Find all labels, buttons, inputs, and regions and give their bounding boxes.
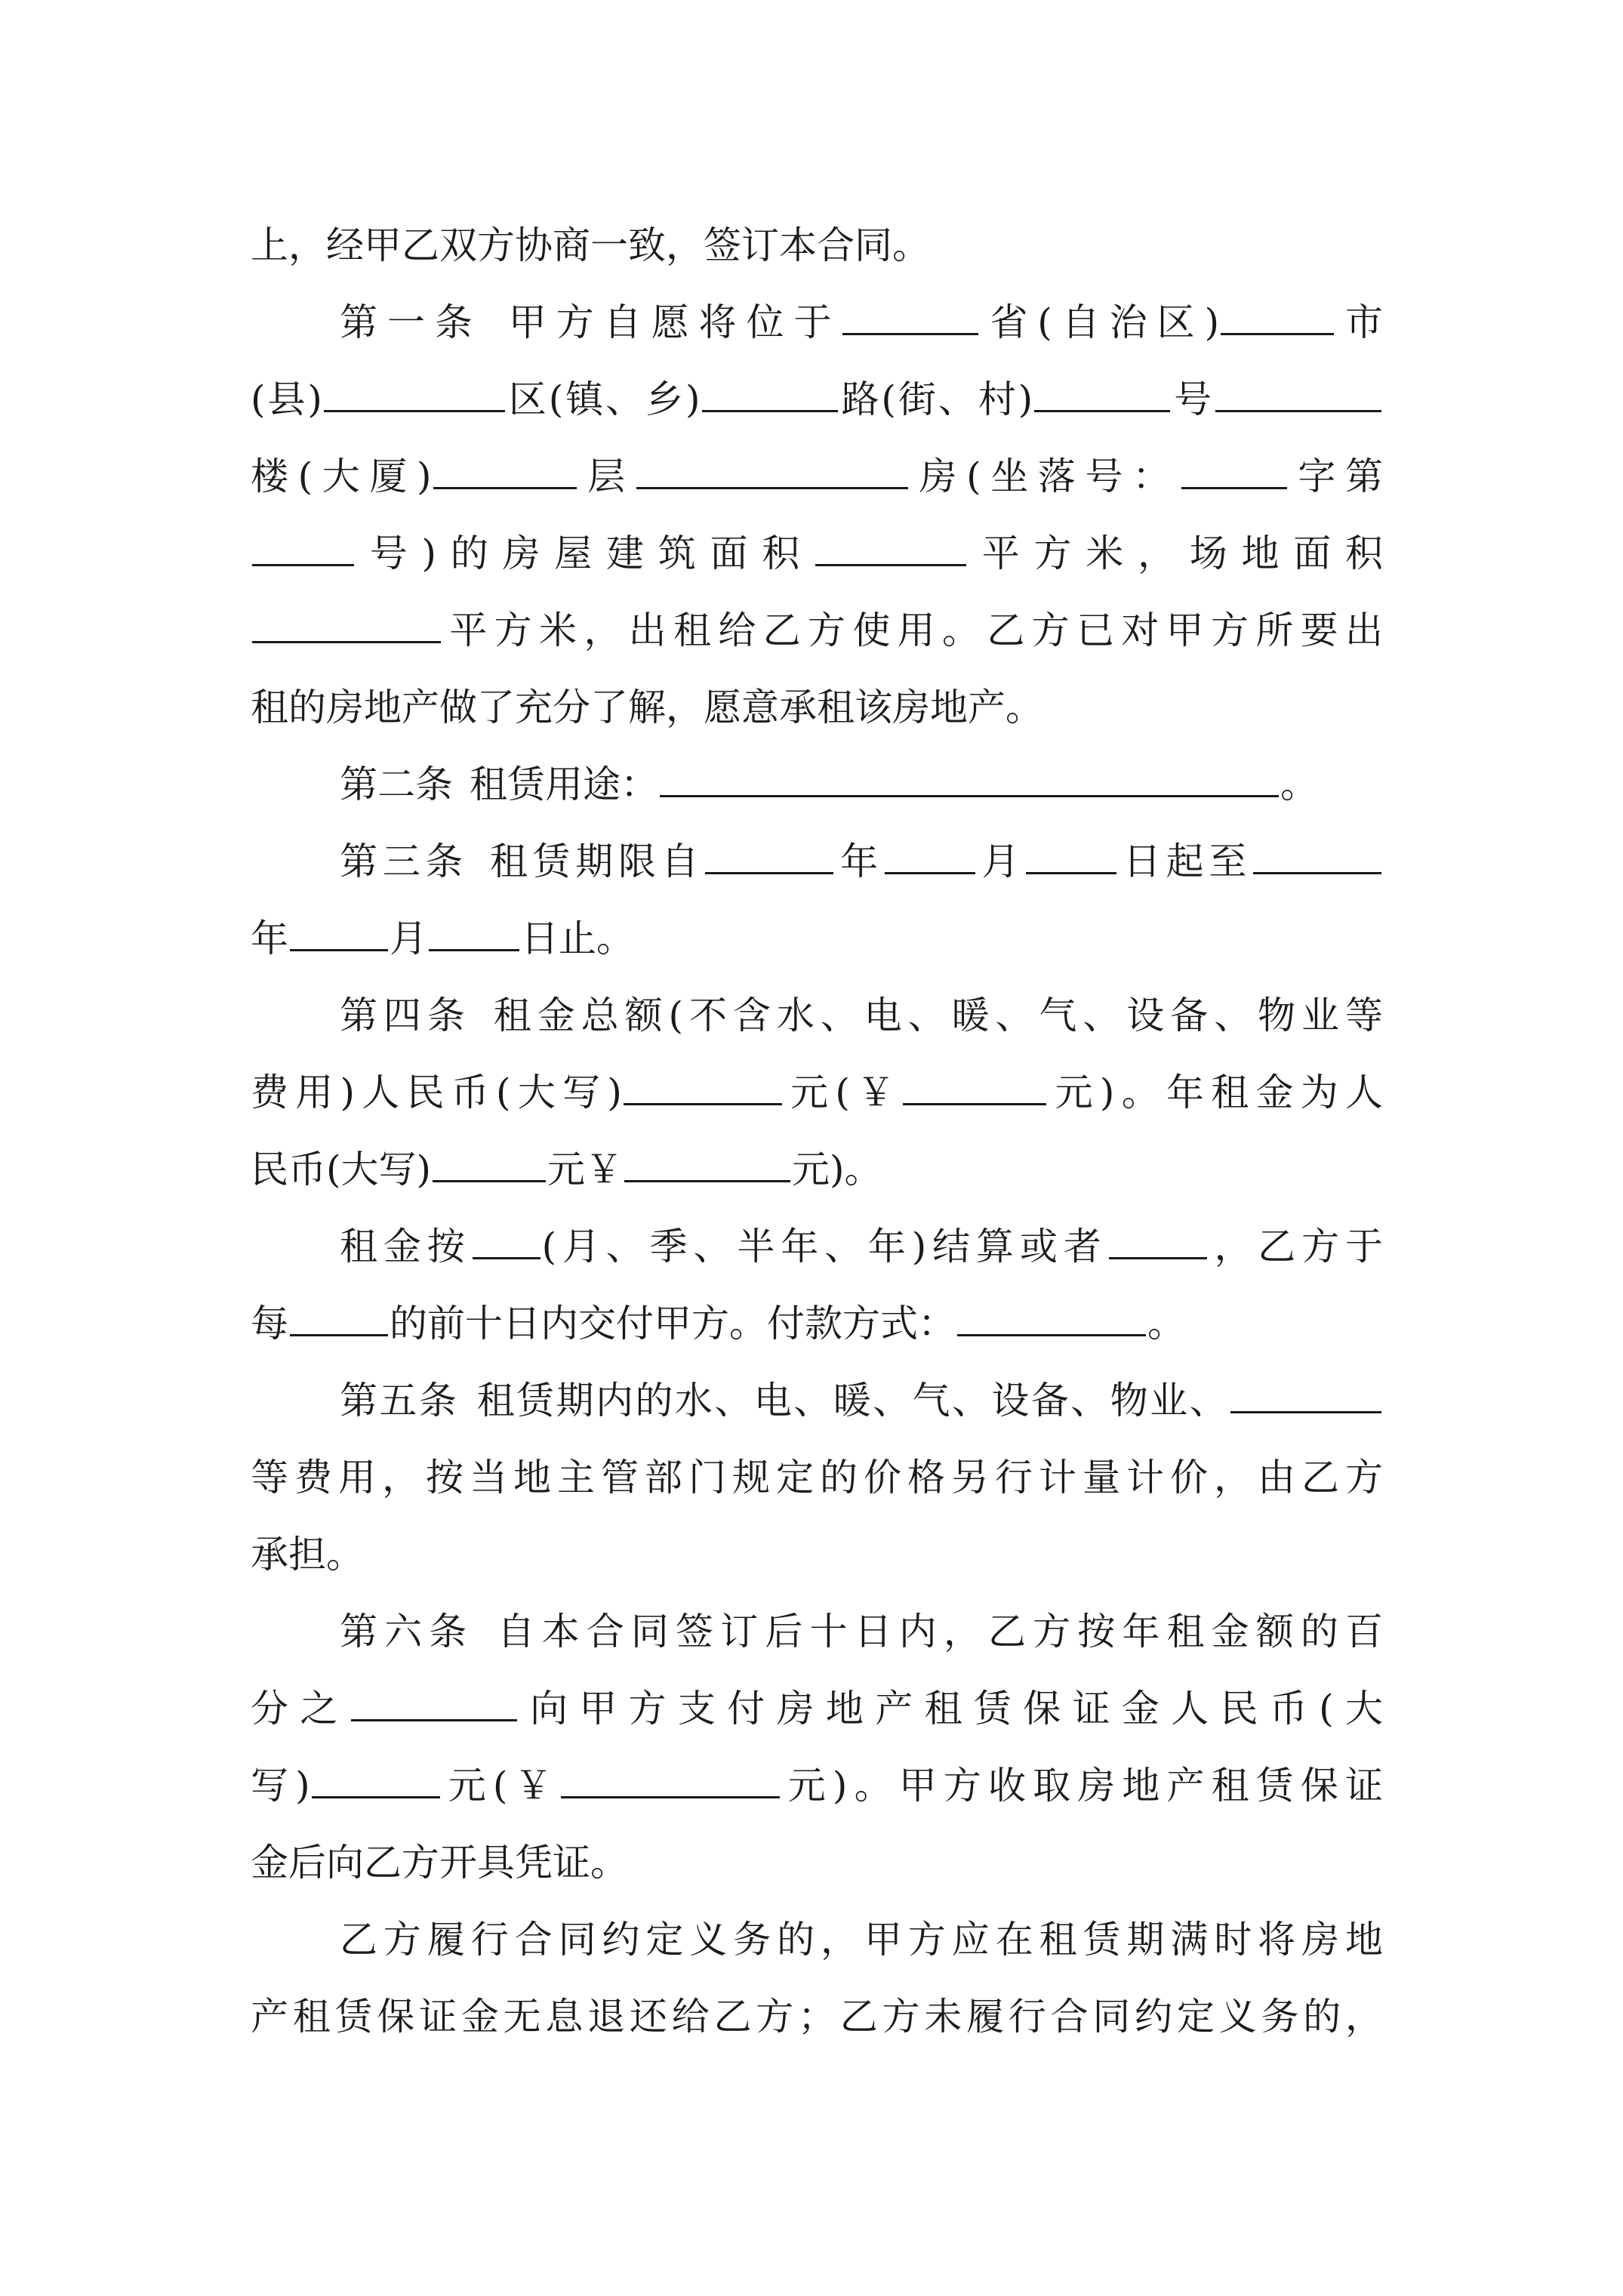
text-line bbox=[251, 1066, 1383, 1119]
text-run: 。 bbox=[1147, 1302, 1185, 1345]
text-run: 字第 bbox=[1288, 455, 1384, 498]
text-run: 省(自治区) bbox=[980, 300, 1220, 344]
text-run: 自本合同签订后十日内，乙方按年租金额的百 bbox=[490, 1610, 1384, 1653]
fill-blank bbox=[1253, 837, 1381, 874]
text-line bbox=[251, 1528, 1383, 1581]
clause-1-line bbox=[340, 296, 1383, 349]
text-run: 元)。 bbox=[792, 1148, 882, 1191]
text-line bbox=[251, 219, 1383, 272]
fill-blank bbox=[473, 1222, 540, 1259]
text-run: 租赁期内的水、电、暖、气、设备、物业、 bbox=[475, 1379, 1230, 1422]
fill-blank bbox=[903, 1068, 1046, 1105]
fill-blank bbox=[351, 1684, 517, 1721]
text-run: 月 bbox=[390, 917, 427, 960]
text-line bbox=[340, 1220, 1383, 1273]
fill-blank bbox=[660, 760, 1279, 797]
fill-blank bbox=[1034, 375, 1170, 412]
fill-blank bbox=[702, 375, 838, 412]
fill-blank bbox=[252, 529, 354, 566]
fill-blank bbox=[636, 452, 908, 489]
text-run: 日起至 bbox=[1118, 840, 1252, 883]
text-run: 民币(大写) bbox=[251, 1148, 432, 1191]
text-run: 平方米，出租给乙方使用。乙方已对甲方所要出 bbox=[442, 609, 1383, 652]
fill-blank bbox=[1026, 837, 1116, 874]
text-run: 。 bbox=[1280, 763, 1318, 806]
fill-blank bbox=[842, 298, 978, 335]
text-line bbox=[251, 912, 1383, 965]
fill-blank bbox=[624, 1145, 790, 1182]
text-run: 租金总额(不含水、电、暖、气、设备、物业等 bbox=[487, 994, 1383, 1037]
clause-number: 第六条 bbox=[340, 1610, 474, 1653]
fill-blank bbox=[1215, 375, 1381, 412]
clause-number: 第五条 bbox=[340, 1379, 459, 1422]
text-run: 等费用，按当地主管部门规定的价格另行计量计价，由乙方 bbox=[251, 1456, 1383, 1499]
text-run: 租赁期限自 bbox=[485, 840, 704, 883]
text-line bbox=[251, 1682, 1383, 1735]
text-line bbox=[251, 450, 1383, 503]
text-run: 号)的房屋建筑面积 bbox=[356, 532, 814, 575]
text-line bbox=[251, 1451, 1383, 1504]
text-run: 元)。甲方收取房地产租赁保证 bbox=[781, 1764, 1383, 1808]
fill-blank bbox=[1230, 1376, 1381, 1413]
text-run: 楼(大厦) bbox=[251, 455, 432, 498]
fill-blank bbox=[312, 1761, 440, 1798]
text-run: (县) bbox=[251, 378, 322, 421]
fill-blank bbox=[705, 837, 833, 874]
fill-blank bbox=[815, 529, 966, 566]
text-line bbox=[251, 681, 1383, 734]
fill-blank bbox=[1221, 298, 1334, 335]
text-run: 层 bbox=[577, 455, 635, 498]
fill-blank bbox=[429, 914, 519, 951]
text-run: 号 bbox=[1172, 378, 1215, 421]
text-run: 市 bbox=[1335, 300, 1384, 344]
text-run: ，乙方于 bbox=[1208, 1225, 1384, 1268]
fill-blank bbox=[324, 375, 505, 412]
fill-blank bbox=[624, 1068, 782, 1105]
fill-blank bbox=[1181, 452, 1287, 489]
text-run: 乙方履行合同约定义务的，甲方应在租赁期满时将房地 bbox=[340, 1918, 1383, 1962]
text-run: 承担。 bbox=[251, 1533, 364, 1576]
text-run: 金后向乙方开具凭证。 bbox=[251, 1841, 628, 1885]
text-run: 元￥ bbox=[547, 1148, 624, 1191]
text-run: 日止。 bbox=[521, 917, 634, 960]
fill-blank bbox=[433, 452, 577, 489]
text-line bbox=[251, 1759, 1383, 1812]
text-line bbox=[251, 604, 1383, 657]
text-run: 每 bbox=[251, 1302, 288, 1345]
text-run: 元(￥ bbox=[783, 1071, 902, 1114]
text-run: 元(￥ bbox=[441, 1764, 559, 1808]
text-run: 甲方自愿将位于 bbox=[498, 300, 842, 344]
text-run: 区(镇、乡) bbox=[506, 378, 701, 421]
text-run: 的前十日内交付甲方。付款方式： bbox=[390, 1302, 956, 1345]
text-line bbox=[251, 527, 1383, 580]
text-line bbox=[251, 1297, 1383, 1350]
clause-number: 第三条 bbox=[340, 840, 469, 883]
text-run: 年 bbox=[251, 917, 288, 960]
clause-3-line bbox=[340, 835, 1383, 888]
text-run: 上，经甲乙双方协商一致，签订本合同。 bbox=[251, 223, 930, 267]
text-run: 分之 bbox=[251, 1687, 350, 1730]
clause-2-line bbox=[340, 758, 1383, 811]
text-run: 路(街、村) bbox=[839, 378, 1033, 421]
clause-6-line bbox=[340, 1605, 1383, 1658]
text-run: 平方米，场地面积 bbox=[968, 532, 1383, 575]
text-run: (月、季、半年、年)结算或者 bbox=[541, 1225, 1107, 1268]
fill-blank bbox=[561, 1761, 780, 1798]
text-run: 费用)人民币(大写) bbox=[251, 1071, 622, 1114]
clause-5-line bbox=[340, 1374, 1383, 1427]
text-run: 租的房地产做了充分了解，愿意承租该房地产。 bbox=[251, 686, 1043, 729]
fill-blank bbox=[885, 837, 975, 874]
text-run: 租金按 bbox=[340, 1225, 471, 1268]
text-run: 月 bbox=[976, 840, 1025, 883]
fill-blank bbox=[1109, 1222, 1207, 1259]
text-run: 房(坐落号： bbox=[909, 455, 1180, 498]
clause-4-line bbox=[340, 989, 1383, 1042]
text-run: 产租赁保证金无息退还给乙方；乙方未履行合同约定义务的， bbox=[251, 1995, 1383, 2039]
clause-number: 第二条 bbox=[340, 763, 453, 806]
text-run: 写) bbox=[251, 1764, 310, 1808]
text-run: 年 bbox=[835, 840, 883, 883]
fill-blank bbox=[252, 606, 441, 643]
clause-number: 第一条 bbox=[340, 300, 482, 344]
fill-blank bbox=[433, 1145, 546, 1182]
fill-blank bbox=[957, 1299, 1146, 1336]
fill-blank bbox=[290, 1299, 388, 1336]
text-run: 租赁用途： bbox=[470, 763, 658, 806]
text-line bbox=[251, 373, 1383, 426]
text-line bbox=[251, 1990, 1383, 2043]
text-run: 向甲方支付房地产租赁保证金人民币(大 bbox=[518, 1687, 1383, 1730]
text-line bbox=[340, 1913, 1383, 1966]
text-run: 元)。年租金为人 bbox=[1048, 1071, 1383, 1114]
text-line bbox=[251, 1836, 1383, 1889]
fill-blank bbox=[290, 914, 388, 951]
clause-number: 第四条 bbox=[340, 994, 471, 1037]
text-line bbox=[251, 1143, 1383, 1196]
